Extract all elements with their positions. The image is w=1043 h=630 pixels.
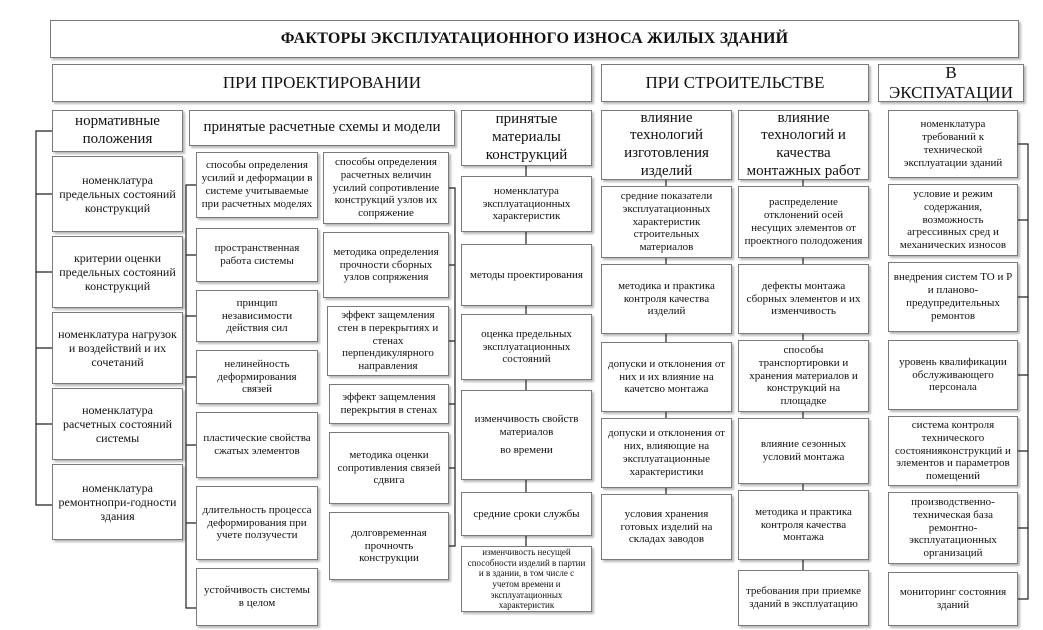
norms-item: номенклатура нагрузок и воздействий и их сочетаний xyxy=(52,312,183,384)
mount-item: дефекты монтажа сборных элементов и их изменчивость xyxy=(738,264,869,334)
schemes-right-item: долговременная прочночть конструкции xyxy=(329,512,449,580)
schemes-right-item: методика определения прочности сборных узлов сопряжения xyxy=(323,232,449,298)
norms-item: критерии оценки предельных состояний конструкций xyxy=(52,236,183,308)
header-construction: ПРИ СТРОИТЕЛЬСТВЕ xyxy=(601,64,869,102)
operation-item: уровень квалификации обслуживающего персонала xyxy=(888,340,1018,410)
schemes-title: принятые расчетные схемы и модели xyxy=(189,110,455,146)
materials-item: средние сроки службы xyxy=(461,492,592,536)
schemes-left-item: длительность процесса деформирования при учете ползучести xyxy=(196,486,318,560)
schemes-left-item: способы определения усилий и деформации в системе учитываемые при расчетных моделях xyxy=(196,152,318,218)
materials-item: изменчивость несущей способности изделий в партии и в здании, в том числе с учетом времени и эксплуатационных характеристик xyxy=(461,546,592,612)
schemes-right-item: способы определения расчетных величин усилий сопротивление конструкций узлов их сопряжение xyxy=(323,152,449,224)
mount-item: влияние сезонных условий монтажа xyxy=(738,418,869,484)
schemes-left-item: принцип независимости действия сил xyxy=(196,290,318,342)
schemes-left-item: устойчивость системы в целом xyxy=(196,568,318,626)
tech-title: влияние технологий изготовления изделий xyxy=(601,110,732,180)
mount-title: влияние технологий и качества монтажных работ xyxy=(738,110,869,180)
schemes-right-item: методика оценки сопротивления связей сдвига xyxy=(329,432,449,504)
schemes-left-item: пластические свойства сжатых элементов xyxy=(196,412,318,478)
materials-item-line: изменчивость свойств материалов xyxy=(474,412,579,438)
tech-item: допуски и отклонения от них, влияющие на эксплуатационные характеристики xyxy=(601,418,732,488)
operation-item: система контроля технического состоянияконструкций и элементов и параметров помещений xyxy=(888,416,1018,486)
mount-item: способы транспортировки и хранения материалов и конструкций на площадке xyxy=(738,340,869,412)
operation-item: номенклатура требований к технической эксплуатации зданий xyxy=(888,110,1018,178)
tech-item: допуски и отклонения от них и их влияние на качетсво монтажа xyxy=(601,342,732,412)
operation-item: производственно-техническая база ремонтно-эксплуатационных организаций xyxy=(888,492,1018,564)
materials-item: оценка предельных эксплуатационных состояний xyxy=(461,314,592,380)
norms-item: номенклатура расчетных состояний системы xyxy=(52,388,183,460)
norms-item: номенклатура предельных состояний конструкций xyxy=(52,156,183,232)
mount-item: распределение отклонений осей несущих элементов от проектного полодожения xyxy=(738,186,869,258)
diagram-title: ФАКТОРЫ ЭКСПЛУАТАЦИОННОГО ИЗНОСА ЖИЛЫХ ЗДАНИЙ xyxy=(50,20,1019,58)
mount-item: требования при приемке зданий в эксплуатацию xyxy=(738,570,869,626)
schemes-left-item: нелинейность деформирования связей xyxy=(196,350,318,404)
mount-item: методика и практика контроля качества монтажа xyxy=(738,490,869,560)
materials-item-line: во времени xyxy=(500,444,553,457)
tech-item: методика и практика контроля качества изделий xyxy=(601,264,732,334)
materials-title: принятые материалы конструкций xyxy=(461,110,592,166)
schemes-right-item: эффект защемления перекрытия в стенах xyxy=(329,384,449,424)
norms-item: номенклатура ремонтнопри-годности здания xyxy=(52,464,183,540)
materials-item: номенклатура эксплуатационных характеристик xyxy=(461,176,592,232)
tech-item: условия хранения готовых изделий на складах заводов xyxy=(601,494,732,560)
tech-item: средние показатели эксплуатационных характеристик строительных материалов xyxy=(601,186,732,258)
norms-title: нормативные положения xyxy=(52,110,183,152)
materials-item: методы проектирования xyxy=(461,244,592,306)
operation-item: внедрения систем ТО и Р и планово-предупредительных ремонтов xyxy=(888,262,1018,332)
schemes-right-item: эффект защемления стен в перекрытиях и стенах перпендикулярного направления xyxy=(327,306,449,376)
header-operation: В ЭКСПУАТАЦИИ xyxy=(878,64,1024,102)
schemes-left-item: пространственная работа системы xyxy=(196,228,318,282)
header-design: ПРИ ПРОЕКТИРОВАНИИ xyxy=(52,64,592,102)
operation-item: условие и режим содержания, возможность агрессивных сред и механических износов xyxy=(888,184,1018,256)
operation-item: мониторинг состояния зданий xyxy=(888,572,1018,626)
